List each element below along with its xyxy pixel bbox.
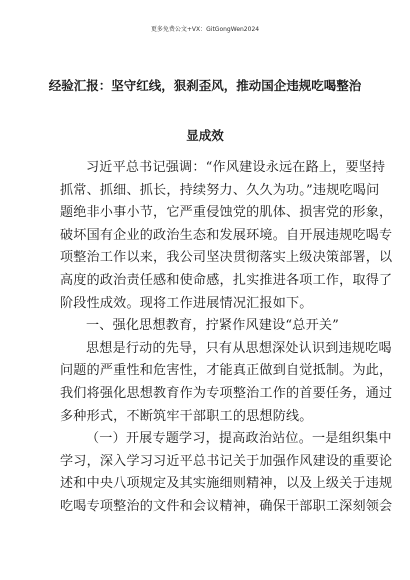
paragraph-line: 述和中央八项规定及其实施细则精神，以及上级关于违规: [60, 476, 393, 492]
document-title-line-1: 经验汇报：坚守红线，狠刹歪风，推动国企违规吃喝整治: [48, 78, 362, 93]
paragraph-line: 破坏国有企业的政治生态和发展环境。自开展违规吃喝专: [60, 227, 393, 243]
paragraph-line: 项整治工作以来，我公司坚决贯彻落实上级决策部署，以: [60, 250, 393, 266]
paragraph-line: 阶段性成效。现将工作进展情况汇报如下。: [60, 295, 313, 311]
paragraph-line: 高度的政治责任感和使命感，扎实推进各项工作，取得了: [60, 272, 393, 288]
paragraph-line: 习近平总书记强调：“作风建设永远在路上，要坚持: [86, 160, 386, 175]
paragraph-line: 抓常、抓细、抓长，持续努力、久久为功。”违规吃喝问: [60, 182, 380, 198]
document-body: [60, 157, 393, 519]
section-heading: 一、强化思想教育，拧紧作风建设“总开关”: [86, 318, 340, 334]
paragraph-line: 问题的严重性和危害性，才能真正做到自觉抵制。为此，: [60, 363, 393, 379]
header-note: 更多免费公文+VX：GitGongWen2024: [150, 26, 260, 33]
paragraph-line: 多种形式，不断筑牢干部职工的思想防线。: [60, 408, 313, 424]
paragraph-line: （一）开展专题学习，提高政治站位。一是组织集中: [86, 431, 392, 447]
paragraph-line: 吃喝专项整治的文件和会议精神，确保干部职工深刻领会: [60, 498, 393, 514]
paragraph-line: 学习，深入学习习近平总书记关于加强作风建设的重要论: [60, 453, 393, 469]
paragraph-line: 我们将强化思想教育作为专项整治工作的首要任务，通过: [60, 385, 393, 401]
paragraph-line: 思想是行动的先导，只有从思想深处认识到违规吃喝: [86, 340, 392, 356]
paragraph-line: 题绝非小事小节，它严重侵蚀党的肌体、损害党的形象，: [60, 205, 393, 221]
document-title-line-2: 显成效: [186, 128, 224, 143]
